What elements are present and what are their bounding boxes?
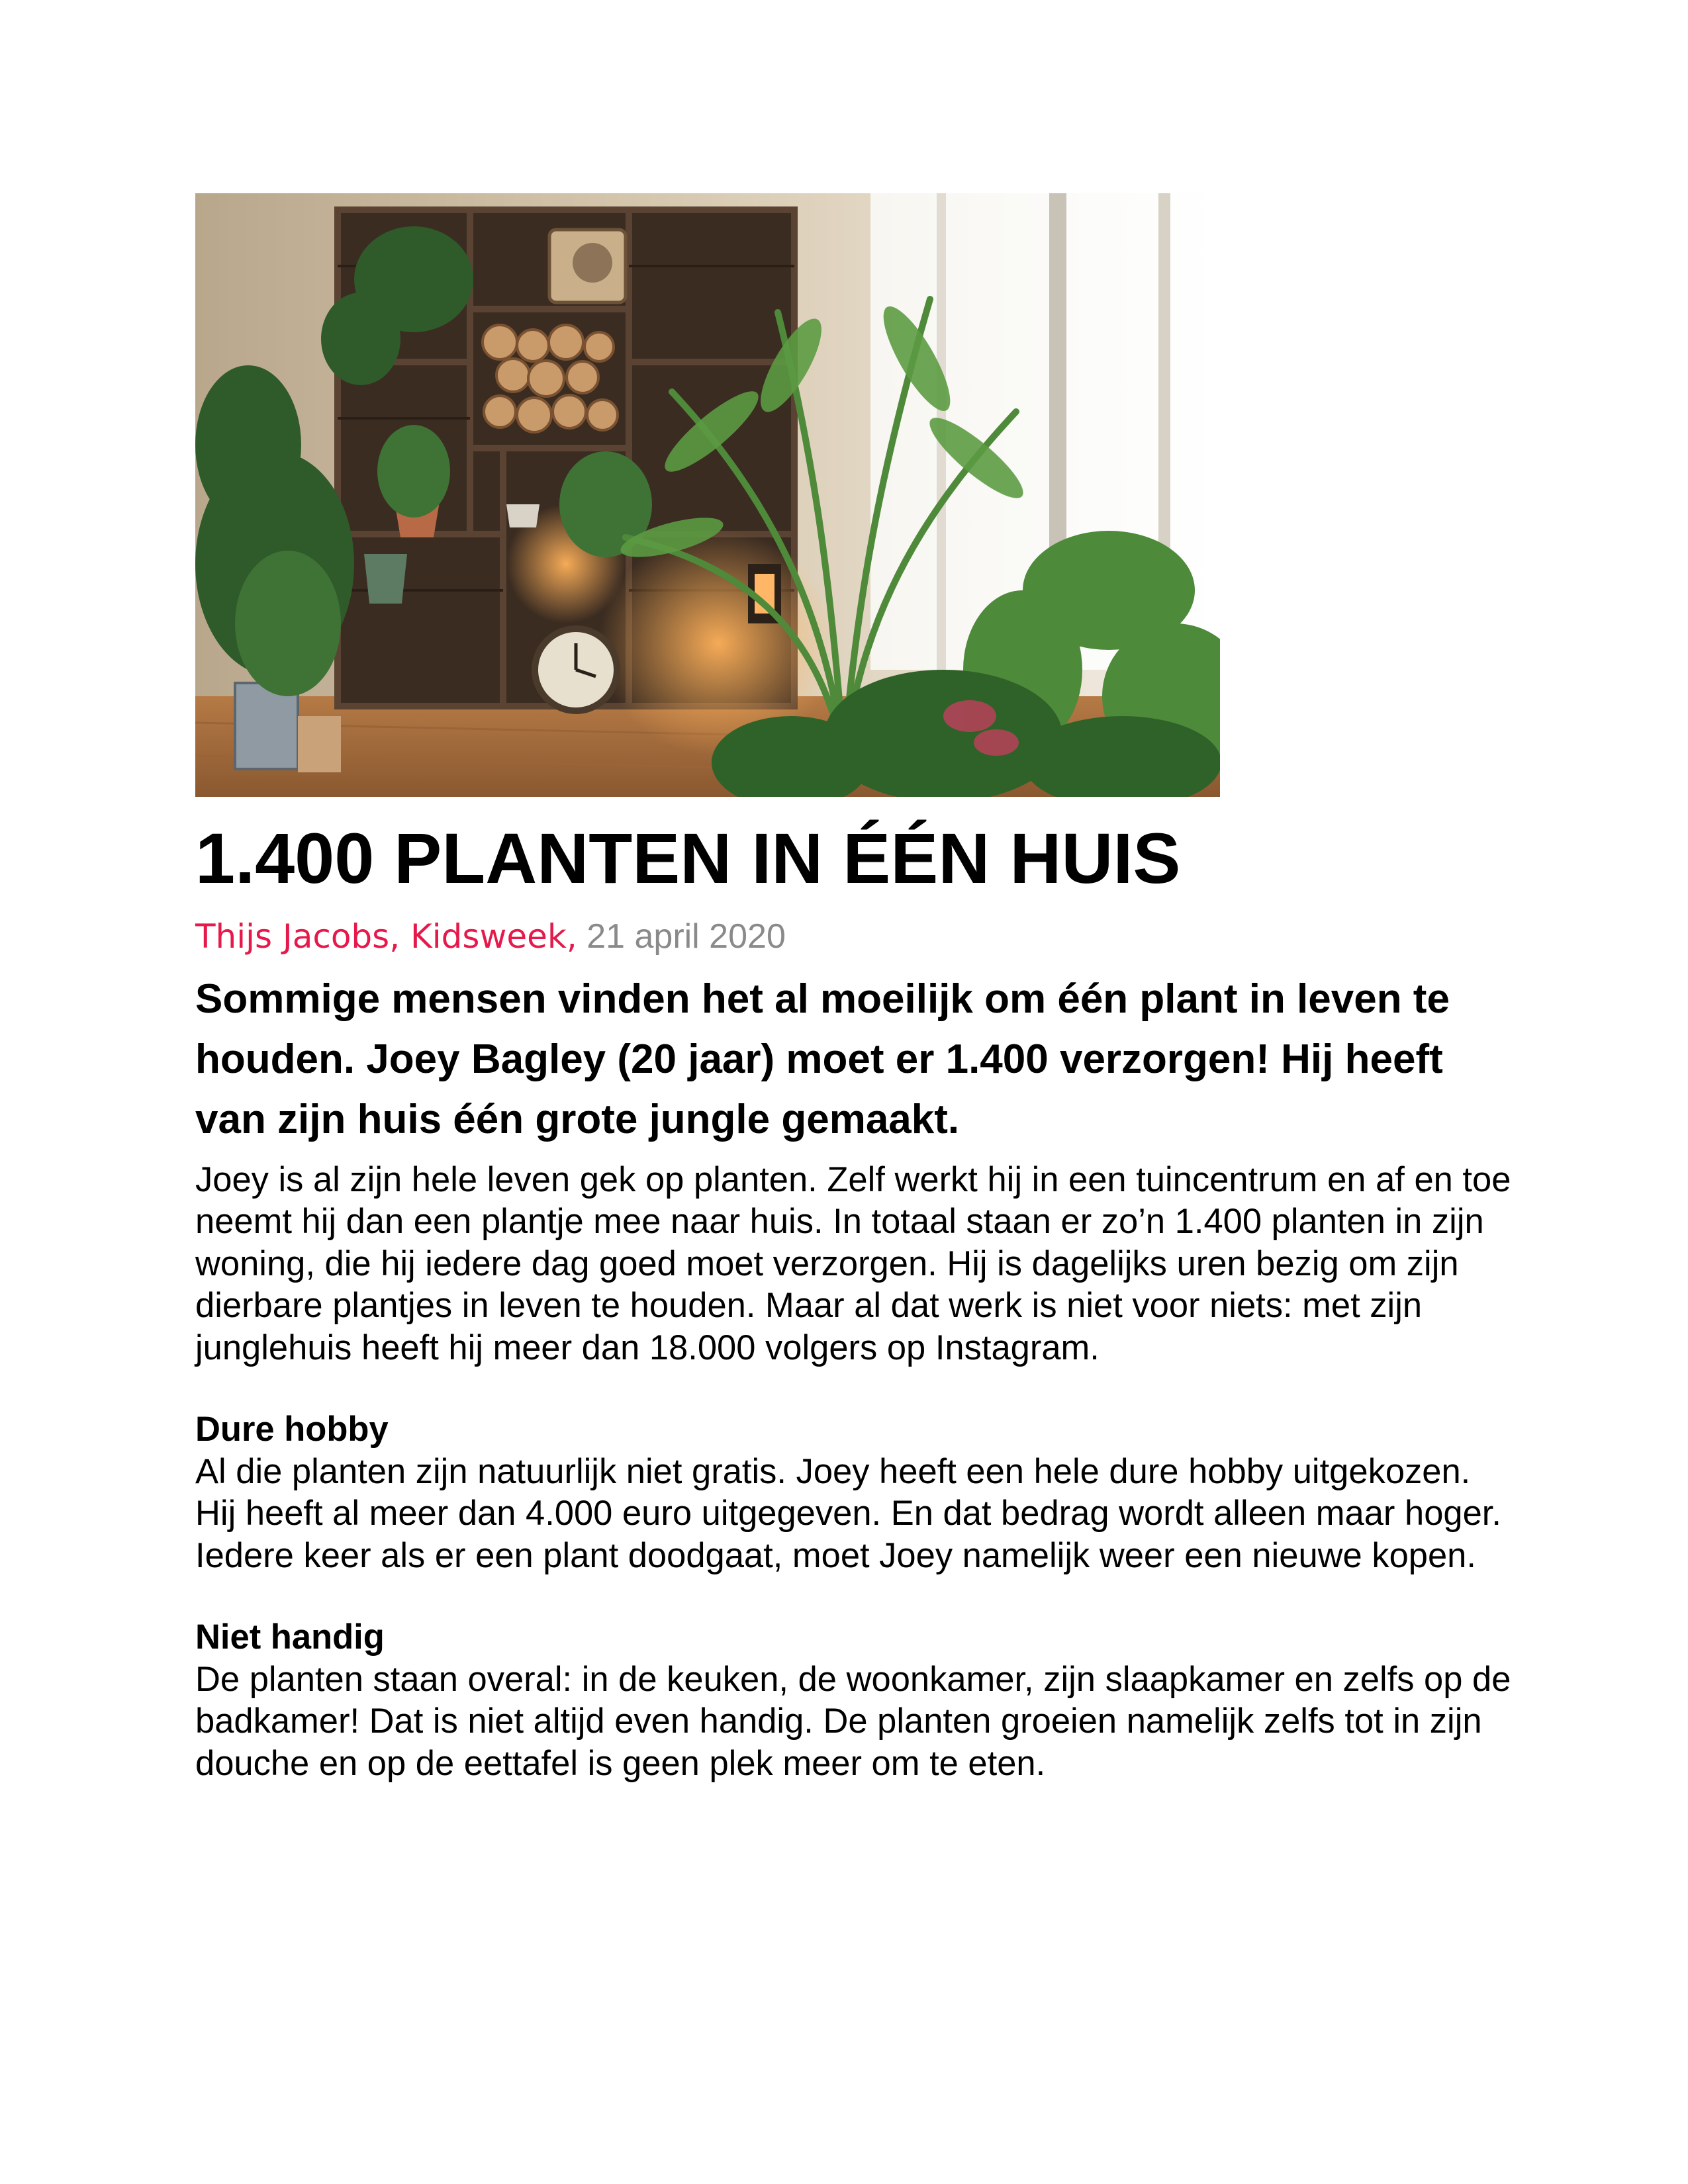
byline: [195, 916, 1506, 957]
article-headline: 1.400 PLANTEN IN ÉÉN HUIS: [195, 818, 1181, 898]
byline-date: 21 april 2020: [586, 917, 786, 956]
article-lead: Sommige mensen vinden het al moeilijk om één plant in leven te houden. Joey Bagley (20 jaar) moet er 1.400 verzorgen! Hij heeft van zijn huis één grote jungle gemaakt.: [195, 976, 1450, 1142]
article: [195, 193, 1511, 1784]
article-intro: Joey is al zijn hele leven gek op planten. Zelf werkt hij in een tuincentrum en af en toe neemt hij dan een plantje mee naar huis. In totaal staan er zo’n 1.400 planten in zijn woning, die hij iedere dag goed moet verzorgen. Hij is dagelijks uren bezig om zijn dierbare plantjes in leven te houden. Maar al dat werk is niet voor niets: met zijn junglehuis heeft hij meer dan 18.000 volgers op Instagram.: [195, 1160, 1511, 1367]
article-photo: [195, 193, 1220, 797]
section-title-niet-handig: Niet handig: [195, 1617, 385, 1657]
section-title-dure-hobby: Dure hobby: [195, 1410, 389, 1449]
section-text-niet-handig: De planten staan overal: in de keuken, de woonkamer, zijn slaapkamer en zelfs op de badkamer! Dat is niet altijd even handig. De planten groeien namelijk zelfs tot in zijn douche en op de eettafel is geen plek meer om te eten.: [195, 1659, 1511, 1783]
byline-author: Thijs Jacobs, Kidsweek,: [195, 917, 577, 956]
section-text-dure-hobby: Al die planten zijn natuurlijk niet gratis. Joey heeft een hele dure hobby uitgekozen. Hij heeft al meer dan 4.000 euro uitgegeven. En dat bedrag wordt alleen maar hoger. Iedere keer als er een plant doodgaat, moet Joey namelijk weer een nieuwe kopen.: [195, 1451, 1501, 1575]
